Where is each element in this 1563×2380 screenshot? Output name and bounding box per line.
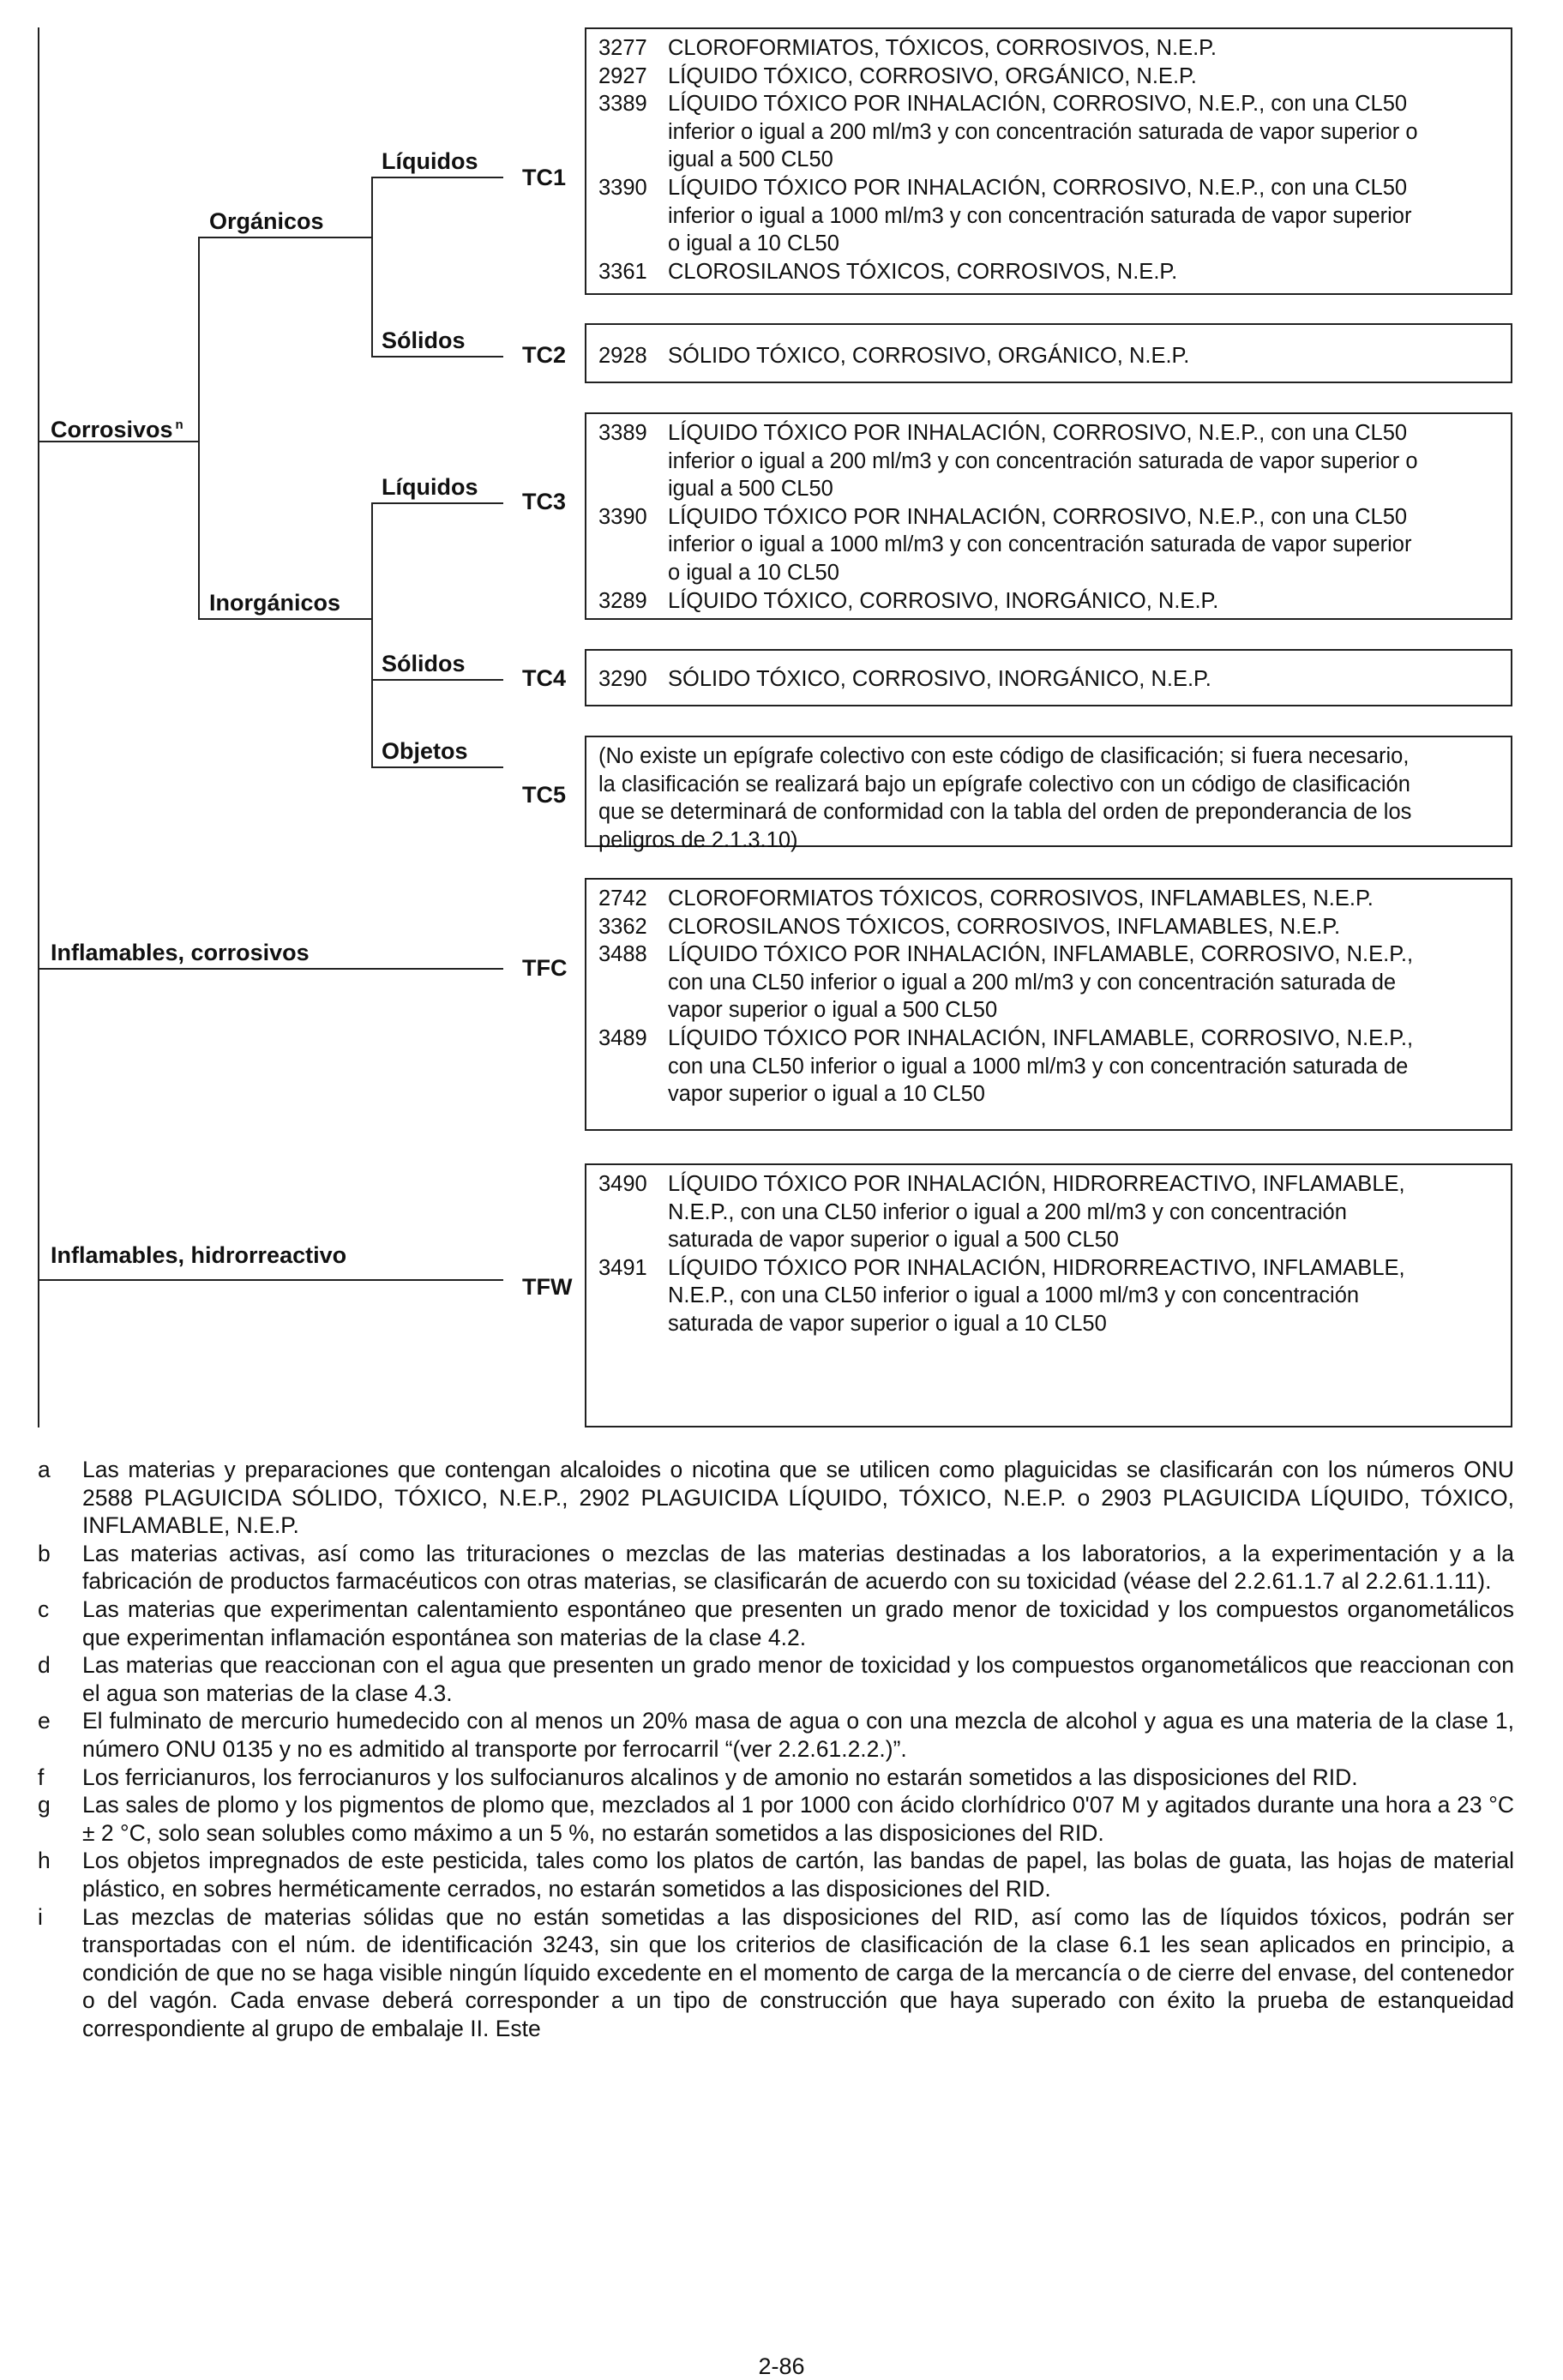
footnote-key: a: [38, 1457, 51, 1482]
footnote-text: Las materias que experimentan calentamiento espontáneo que presenten un grado menor de toxicidad y los compuestos organometálicos que experimentan inflamación espontánea son materias de la clase 4.2.: [82, 1596, 1514, 1650]
entry-line: con una CL50 inferior o igual a 200 ml/m3 y con concentración saturada de: [668, 970, 1397, 995]
entry-line: o igual a 10 CL50: [668, 231, 839, 256]
footnote-key: g: [38, 1792, 51, 1818]
un-entry: [598, 742, 1511, 854]
un-number: 3361: [598, 259, 647, 284]
un-entry: [598, 1170, 1511, 1254]
branch-line: [198, 237, 200, 618]
entry-line: CLOROFORMIATOS, TÓXICOS, CORROSIVOS, N.E.P.: [668, 36, 1217, 60]
entries-box-tfc: [585, 878, 1512, 1131]
entry-line: LÍQUIDO TÓXICO POR INHALACIÓN, INFLAMABLE, CORROSIVO, N.E.P.,: [668, 1025, 1414, 1050]
entry-description: [668, 885, 1374, 913]
un-entry: [598, 885, 1511, 913]
un-entry: [598, 34, 1511, 63]
entry-line: CLOROSILANOS TÓXICOS, CORROSIVOS, INFLAMABLES, N.E.P.: [668, 914, 1341, 939]
un-entry: [598, 63, 1511, 91]
entry-description: [668, 419, 1418, 503]
entry-description: [668, 342, 1189, 370]
branch-line-tc5: [371, 766, 503, 768]
footnote: [38, 1707, 1514, 1763]
footnote-key: b: [38, 1540, 51, 1566]
un-number: 2927: [598, 63, 647, 88]
un-entry: [598, 941, 1511, 1025]
un-number: 2742: [598, 886, 647, 911]
entry-line: inferior o igual a 200 ml/m3 y con concentración saturada de vapor superior o: [668, 119, 1418, 144]
code-tfc: TFC: [522, 955, 568, 981]
footnote: [38, 1456, 1514, 1540]
footnote-text: Los ferricianuros, los ferrocianuros y los sulfocianuros alcalinos y de amonio no estarán sometidos a las disposiciones del RID.: [82, 1764, 1358, 1790]
footnote: [38, 1764, 1514, 1792]
entry-line: N.E.P., con una CL50 inferior o igual a 200 ml/m3 y con concentración: [668, 1199, 1347, 1224]
entry-line: LÍQUIDO TÓXICO POR INHALACIÓN, HIDRORREACTIVO, INFLAMABLE,: [668, 1255, 1405, 1280]
un-number: 3289: [598, 588, 647, 613]
footnote-text: El fulminato de mercurio humedecido con al menos un 20% masa de agua o con una mezcla de alcohol y agua es una materia de la clase 1, número ONU 0135 y no es admitido al transporte por ferrocarril “(ver 2.2.61.2.2.)”.: [82, 1708, 1514, 1762]
un-entry: [598, 665, 1511, 694]
branch-line: [371, 177, 373, 356]
label-text: Corrosivos: [51, 417, 173, 442]
entry-line: saturada de vapor superior o igual a 500 CL50: [668, 1228, 1119, 1253]
entry-description: [668, 1170, 1405, 1254]
entry-description: [668, 665, 1211, 694]
entry-line: vapor superior o igual a 500 CL50: [668, 998, 998, 1023]
branch-line-tfc: [38, 968, 503, 970]
entry-line: o igual a 10 CL50: [668, 560, 839, 585]
un-number: 3488: [598, 942, 647, 967]
un-entry: [598, 587, 1511, 616]
un-number: 3277: [598, 36, 647, 60]
branch-line-tc3: [371, 502, 503, 504]
footnote-key: i: [38, 1903, 43, 1930]
label-inorganicos: Inorgánicos: [209, 590, 341, 616]
entries-box-tc3: [585, 412, 1512, 620]
label-corrosivos: [51, 412, 183, 442]
entry-line: SÓLIDO TÓXICO, CORROSIVO, ORGÁNICO, N.E.P.: [668, 344, 1190, 368]
entry-description: [668, 258, 1177, 286]
entry-line: la clasificación se realizará bajo un epígrafe colectivo con un código de clasificación: [598, 772, 1410, 796]
entry-description: [668, 587, 1218, 616]
footnote-ref: n: [175, 418, 183, 432]
entry-description: [668, 941, 1413, 1025]
entry-line: LÍQUIDO TÓXICO POR INHALACIÓN, INFLAMABLE, CORROSIVO, N.E.P.,: [668, 942, 1414, 967]
label-solidos-inorganicos: Sólidos: [382, 651, 466, 676]
entry-line: (No existe un epígrafe colectivo con este código de clasificación; si fuera necesario,: [598, 744, 1410, 768]
entry-line: N.E.P., con una CL50 inferior o igual a 1000 ml/m3 y con concentración: [668, 1283, 1360, 1308]
branch-line-tc4: [371, 679, 503, 681]
footnote-text: Las sales de plomo y los pigmentos de plomo que, mezclados al 1 por 1000 con ácido clorhídrico 0'07 M y agitados durante una hora a 23 °C ± 2 °C, solo sean solubles como máximo a un 5 %, no estarán sometidos a las disposiciones del RID.: [82, 1792, 1514, 1846]
un-entry: [598, 503, 1511, 587]
entry-line: LÍQUIDO TÓXICO POR INHALACIÓN, CORROSIVO, N.E.P., con una CL50: [668, 504, 1408, 529]
footnote: [38, 1540, 1514, 1596]
un-number: 3491: [598, 1255, 647, 1280]
branch-line-tc2: [371, 356, 503, 358]
entry-description: [668, 63, 1197, 91]
un-number: 3389: [598, 92, 647, 117]
un-entry: [598, 419, 1511, 503]
footnote: [38, 1651, 1514, 1707]
un-number: 2928: [598, 344, 647, 368]
un-entry: [598, 342, 1511, 370]
entry-description: [668, 90, 1418, 174]
code-tc3: TC3: [522, 489, 567, 514]
un-entry: [598, 174, 1511, 258]
un-number: 3362: [598, 914, 647, 939]
entry-line: CLOROFORMIATOS TÓXICOS, CORROSIVOS, INFLAMABLES, N.E.P.: [668, 886, 1374, 911]
footnote: [38, 1791, 1514, 1847]
entry-line: LÍQUIDO TÓXICO POR INHALACIÓN, CORROSIVO, N.E.P., con una CL50: [668, 175, 1408, 200]
entry-line: SÓLIDO TÓXICO, CORROSIVO, INORGÁNICO, N.E.P.: [668, 667, 1211, 691]
footnote: [38, 1847, 1514, 1902]
footnote-key: e: [38, 1708, 51, 1734]
branch-line-inorganicos: [198, 618, 371, 620]
entries-box-tc1: [585, 27, 1512, 295]
entry-line: peligros de 2.1.3.10): [598, 827, 798, 852]
code-tc2: TC2: [522, 342, 567, 368]
footnote-text: Las materias que reaccionan con el agua que presenten un grado menor de toxicidad y los compuestos organometálicos que reaccionan con el agua son materias de la clase 4.3.: [82, 1652, 1514, 1706]
entry-line: igual a 500 CL50: [668, 477, 833, 502]
entry-line: que se determinará de conformidad con la tabla del orden de preponderancia de los: [598, 800, 1412, 825]
entry-line: LÍQUIDO TÓXICO, CORROSIVO, ORGÁNICO, N.E.P.: [668, 63, 1197, 88]
footnote-text: Las materias y preparaciones que contengan alcaloides o nicotina que se utilicen como plaguicidas se clasificarán con los números ONU 2588 PLAGUICIDA SÓLIDO, TÓXICO, N.E.P., 2902 PLAGUICIDA LÍQUIDO, TÓXICO, N.E.P. o 2903 PLAGUICIDA LÍQUIDO, TÓXICO, INFLAMABLE, N.E.P.: [82, 1457, 1514, 1539]
entry-line: saturada de vapor superior o igual a 10 CL50: [668, 1311, 1107, 1336]
entries-box-tc5: [585, 736, 1512, 852]
un-number: 3490: [598, 1172, 647, 1196]
label-organicos: Orgánicos: [209, 208, 324, 234]
code-tc5: TC5: [522, 782, 567, 808]
label-solidos-organicos: Sólidos: [382, 328, 466, 353]
entry-line: inferior o igual a 200 ml/m3 y con concentración saturada de vapor superior o: [668, 448, 1418, 473]
entry-description: [668, 174, 1412, 258]
un-number: 3489: [598, 1025, 647, 1050]
entry-line: inferior o igual a 1000 ml/m3 y con concentración saturada de vapor superior: [668, 532, 1412, 557]
label-liquidos-inorganicos: Líquidos: [382, 474, 478, 500]
label-inflamables-hidrorreactivo: Inflamables, hidrorreactivo: [51, 1242, 347, 1268]
un-entry: [598, 258, 1511, 286]
label-inflamables-corrosivos: Inflamables, corrosivos: [51, 940, 310, 965]
entries-box-tc2: [585, 323, 1512, 383]
code-tc4: TC4: [522, 665, 567, 691]
entry-line: CLOROSILANOS TÓXICOS, CORROSIVOS, N.E.P.: [668, 259, 1178, 284]
branch-line-organicos: [198, 237, 371, 238]
branch-line-tc1: [371, 177, 503, 178]
entry-line: LÍQUIDO TÓXICO, CORROSIVO, INORGÁNICO, N.E.P.: [668, 588, 1219, 613]
footnote-key: h: [38, 1848, 51, 1874]
code-tc1: TC1: [522, 165, 567, 190]
label-liquidos-organicos: Líquidos: [382, 148, 478, 174]
footnote-text: Las mezclas de materias sólidas que no están sometidas a las disposiciones del RID, así como las de líquidos tóxicos, podrán ser transportadas con el núm. de identificación 3243, sin que los criterios de clasificación de la clase 6.1 les sean aplicados en principio, a condición de que no se haga visible ningún líquido excedente en el momento de carga de la mercancía o de cierre del envase, del contenedor o del vagón. Cada envase deberá corresponder a un tipo de construcción que haya superado con éxito la prueba de estanqueidad correspondiente al grupo de embalaje II. Este: [82, 1903, 1514, 2041]
footnote-key: c: [38, 1596, 50, 1622]
entry-line: con una CL50 inferior o igual a 1000 ml/m3 y con concentración saturada de: [668, 1054, 1409, 1079]
entry-line: vapor superior o igual a 10 CL50: [668, 1082, 985, 1107]
footnote-key: f: [38, 1764, 45, 1790]
tree-trunk-line: [38, 27, 39, 1427]
entry-description: [668, 34, 1217, 63]
page-number: 2-86: [758, 2353, 805, 2379]
entry-description: [668, 1025, 1413, 1109]
entry-description: [668, 1254, 1405, 1338]
entries-box-tfw: [585, 1163, 1512, 1427]
un-number: 3290: [598, 667, 647, 691]
entry-description: [668, 503, 1412, 587]
un-number: 3389: [598, 421, 647, 445]
entry-description: [598, 742, 1411, 854]
entry-line: LÍQUIDO TÓXICO POR INHALACIÓN, HIDRORREACTIVO, INFLAMABLE,: [668, 1172, 1405, 1196]
label-objetos: Objetos: [382, 738, 468, 764]
entry-line: LÍQUIDO TÓXICO POR INHALACIÓN, CORROSIVO, N.E.P., con una CL50: [668, 421, 1408, 445]
branch-line: [371, 502, 373, 766]
un-entry: [598, 90, 1511, 174]
footnote-key: d: [38, 1652, 51, 1679]
footnote-text: Los objetos impregnados de este pesticida, tales como los platos de cartón, las bandas de papel, las bolas de guata, las hojas de material plástico, en sobres herméticamente cerrados, no estarán sometidos a las disposiciones del RID.: [82, 1848, 1514, 1902]
footnotes: [38, 1456, 1514, 2042]
footnote-text: Las materias activas, así como las trituraciones o mezclas de las materias destinadas a los laboratorios, a la experimentación y a la fabricación de productos farmacéuticos con otras materias, se clasificarán de acuerdo con su toxicidad (véase del 2.2.61.1.7 al 2.2.61.1.11).: [82, 1540, 1514, 1595]
entries-box-tc4: [585, 649, 1512, 706]
un-number: 3390: [598, 175, 647, 200]
un-entry: [598, 913, 1511, 941]
entry-line: igual a 500 CL50: [668, 147, 833, 172]
entry-description: [668, 913, 1340, 941]
un-entry: [598, 1254, 1511, 1338]
un-number: 3390: [598, 504, 647, 529]
branch-line-tfw: [38, 1279, 503, 1281]
entry-line: LÍQUIDO TÓXICO POR INHALACIÓN, CORROSIVO, N.E.P., con una CL50: [668, 92, 1408, 117]
entry-line: inferior o igual a 1000 ml/m3 y con concentración saturada de vapor superior: [668, 203, 1412, 228]
footnote: [38, 1903, 1514, 2043]
code-tfw: TFW: [522, 1274, 573, 1300]
un-entry: [598, 1025, 1511, 1109]
footnote: [38, 1596, 1514, 1651]
